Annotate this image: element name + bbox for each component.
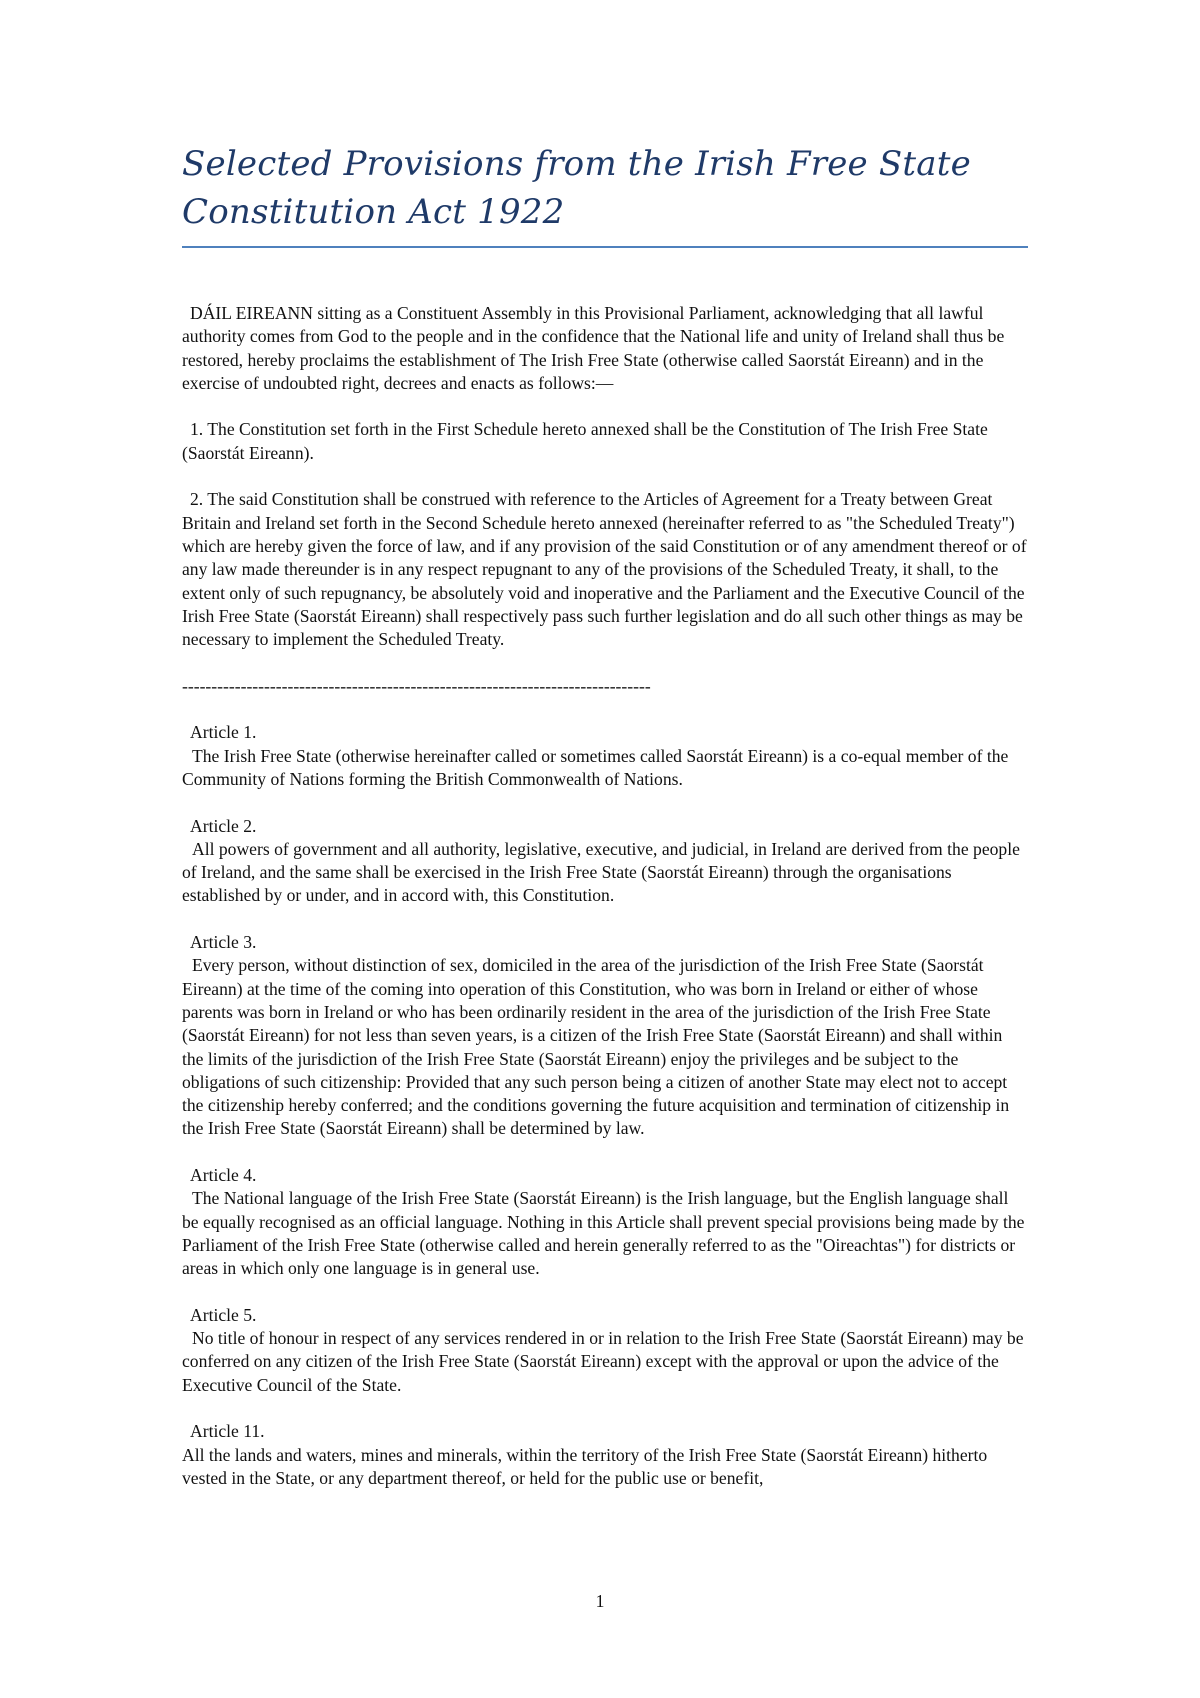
article-block <box>182 721 1028 791</box>
section-2-paragraph: 2. The said Constitution shall be construed with reference to the Articles of Agreement for a Treaty between Great Britain and Ireland set forth in the Second Schedule hereto annexed (hereinafter referred to as "the Scheduled Treaty") which are hereby given the force of law, and if any provision of the said Constitution or of any amendment thereof or of any law made thereunder is in any respect repugnant to any of the provisions of the Scheduled Treaty, it shall, to the extent only of such repugnancy, be absolutely void and inoperative and the Parliament and the Executive Council of the Irish Free State (Saorstát Eireann) shall respectively pass such further legislation and do all such other things as may be necessary to implement the Scheduled Treaty. <box>182 489 1027 650</box>
article-text: No title of honour in respect of any services rendered in or in relation to the Irish Free State (Saorstát Eireann) may be conferred on any citizen of the Irish Free State (Saorstát Eireann) except with the approval or upon the advice of the Executive Council of the State. <box>182 1328 1024 1395</box>
article-text: Every person, without distinction of sex, domiciled in the area of the jurisdiction of the Irish Free State (Saorstát Eireann) at the time of the coming into operation of this Constitution, who was born in Ireland or either of whose parents was born in Ireland or who has been ordinarily resident in the area of the jurisdiction of the Irish Free State (Saorstát Eireann) for not less than seven years, is a citizen of the Irish Free State (Saorstát Eireann) and shall within the limits of the jurisdiction of the Irish Free State (Saorstát Eireann) enjoy the privileges and be subject to the obligations of such citizenship: Provided that any such person being a citizen of another State may elect not to accept the citizenship hereby conferred; and the conditions governing the future acquisition and termination of citizenship in the Irish Free State (Saorstát Eireann) shall be determined by law. <box>182 955 1010 1139</box>
article-block <box>182 1420 1028 1490</box>
title-line-2: Constitution Act 1922 <box>182 192 565 232</box>
article-block <box>182 1304 1028 1397</box>
title-underline-rule <box>182 246 1028 248</box>
article-heading: Article 5. <box>190 1304 257 1325</box>
article-block <box>182 815 1028 908</box>
title-block <box>182 140 1028 236</box>
article-heading: Article 3. <box>190 932 257 953</box>
article-block <box>182 931 1028 1141</box>
article-heading: Article 4. <box>190 1164 257 1185</box>
article-text: All powers of government and all authority, legislative, executive, and judicial, in Ireland are derived from the people of Ireland, and the same shall be exercised in the Irish Free State (Saorstát Eireann) through the organisations established by or under, and in accord with, this Constitution. <box>182 838 1020 906</box>
article-text: All the lands and waters, mines and minerals, within the territory of the Irish Free State (Saorstát Eireann) hitherto vested in the State, or any department thereof, or held for the public use or benefit, <box>182 1444 988 1488</box>
article-text: The National language of the Irish Free State (Saorstát Eireann) is the Irish language, but the English language shall be equally recognised as an official language. Nothing in this Article shall prevent special provisions being made by the Parliament of the Irish Free State (otherwise called and herein generally referred to as the "Oireachtas") for districts or areas in which only one language is in general use. <box>182 1188 1025 1279</box>
title-line-1: Selected Provisions from the Irish Free State <box>182 144 971 184</box>
section-1-paragraph: 1. The Constitution set forth in the First Schedule hereto annexed shall be the Constitution of The Irish Free State (Saorstát Eireann). <box>182 419 988 463</box>
preamble-paragraph: DÁIL EIREANN sitting as a Constituent Assembly in this Provisional Parliament, acknowledging that all lawful authority comes from God to the people and in the confidence that the National life and unity of Ireland shall thus be restored, hereby proclaims the establishment of The Irish Free State (otherwise called Saorstát Eireann) and in the exercise of undoubted right, decrees and enacts as follows:— <box>182 303 1005 393</box>
dashed-divider: -------------------------------------------------------------------------------- <box>182 675 651 696</box>
article-text: The Irish Free State (otherwise hereinafter called or sometimes called Saorstát Eireann) is a co-equal member of the Community of Nations forming the British Commonwealth of Nations. <box>182 745 1009 789</box>
article-heading: Article 1. <box>190 722 257 743</box>
article-block <box>182 1164 1028 1280</box>
document-body <box>182 302 1028 1513</box>
article-heading: Article 11. <box>190 1421 265 1442</box>
article-heading: Article 2. <box>190 815 257 836</box>
page-number: 1 <box>595 1591 605 1611</box>
page-title <box>182 140 1028 236</box>
